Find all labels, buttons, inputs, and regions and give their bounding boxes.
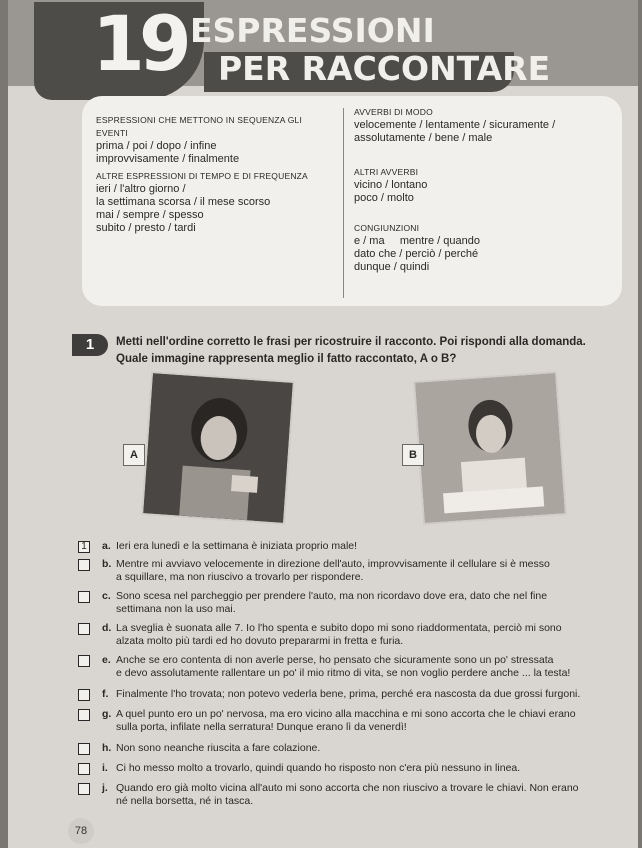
item-line: Ieri era lunedì e la settimana è iniziata proprio male! [116, 540, 358, 552]
vocab-heading: AVVERBI DI MODO [354, 107, 433, 117]
item-text [116, 708, 636, 734]
item-line: Finalmente l'ho trovata; non potevo vederla bene, prima, perché era nascosta da due grossi furgoni. [116, 688, 581, 700]
vocab-line: poco / molto [354, 192, 414, 204]
vocab-heading: ALTRE ESPRESSIONI DI TEMPO E DI FREQUENZA [96, 171, 308, 181]
chapter-title-line-1: ESPRESSIONI [190, 11, 435, 50]
item-text [116, 688, 636, 701]
vocabulary-divider [343, 108, 344, 298]
vocab-line: mai / sempre / spesso [96, 209, 204, 221]
instruction-line: Metti nell'ordine corretto le frasi per ricostruire il racconto. Poi rispondi alla domanda. [116, 336, 586, 348]
order-checkbox[interactable] [78, 559, 90, 571]
item-line: e devo assolutamente rallentare un po' il mio ritmo di vita, se non voglio perdere anche ... la testa! [116, 667, 571, 679]
textbook-page [8, 0, 638, 848]
vocab-line: la settimana scorsa / il mese scorso [96, 196, 271, 208]
item-text [116, 654, 636, 680]
item-text [116, 782, 636, 808]
item-letter: j. [102, 782, 108, 794]
vocab-group-adverbs [354, 166, 614, 205]
order-checkbox[interactable] [78, 709, 90, 721]
woman-icon [415, 373, 564, 522]
item-letter: e. [102, 654, 111, 666]
item-letter: i. [102, 762, 108, 774]
image-label-b: B [402, 444, 424, 466]
chapter-title-line-2: PER RACCONTARE [218, 49, 551, 88]
item-letter: h. [102, 742, 112, 754]
vocab-group-time [96, 170, 336, 235]
item-letter: f. [102, 688, 109, 700]
order-checkbox[interactable]: 1 [78, 541, 90, 553]
item-text [116, 762, 636, 775]
chapter-number: 19 [92, 0, 186, 88]
vocab-line: improvvisamente / finalmente [96, 153, 240, 165]
vocab-line: ieri / l'altro giorno / [96, 183, 186, 195]
item-text [116, 540, 636, 553]
order-checkbox[interactable] [78, 591, 90, 603]
vocab-group-conjunctions [354, 222, 614, 274]
item-line: La sveglia è suonata alle 7. Io l'ho spenta e subito dopo mi sono riaddormentata, perciò mi sono [116, 622, 562, 634]
page-number: 78 [68, 818, 94, 844]
chapter-tab [34, 2, 204, 100]
vocab-heading: CONGIUNZIONI [354, 223, 420, 233]
woman-icon [143, 373, 292, 522]
item-line: né nella borsetta, né in tasca. [116, 795, 254, 807]
exercise-instruction [116, 334, 596, 368]
order-checkbox[interactable] [78, 623, 90, 635]
item-line: Non sono neanche riuscita a fare colazione. [116, 742, 321, 754]
vocab-heading: ESPRESSIONI CHE METTONO IN SEQUENZA GLI EVENTI [96, 115, 303, 138]
vocab-line: assolutamente / bene / male [354, 132, 493, 144]
order-checkbox[interactable] [78, 783, 90, 795]
vocab-group-sequence [96, 114, 336, 166]
order-checkbox[interactable] [78, 763, 90, 775]
vocab-group-manner [354, 106, 614, 145]
item-letter: g. [102, 708, 112, 720]
vocab-line: velocemente / lentamente / sicuramente / [354, 119, 556, 131]
image-label-a: A [123, 444, 145, 466]
item-line: alzata molto più tardi ed ho dovuto prepararmi in fretta e furia. [116, 635, 404, 647]
vocab-line: vicino / lontano [354, 179, 428, 191]
vocab-line: prima / poi / dopo / infine [96, 140, 217, 152]
item-line: Ci ho messo molto a trovarlo, quindi quando ho risposto non c'era più nessuno in linea. [116, 762, 521, 774]
item-line: a squillare, ma non riuscivo a trovarlo per rispondere. [116, 571, 364, 583]
item-line: A quel punto ero un po' nervosa, ma ero vicino alla macchina e mi sono accorta che le chiavi erano [116, 708, 576, 720]
vocab-line: dunque / quindi [354, 261, 430, 273]
item-text [116, 558, 636, 584]
item-line: Sono scesa nel parcheggio per prendere l'auto, ma non ricordavo dove era, dato che nel fine [116, 590, 548, 602]
vocab-line: subito / presto / tardi [96, 222, 196, 234]
vocab-heading: ALTRI AVVERBI [354, 167, 419, 177]
order-checkbox[interactable] [78, 655, 90, 667]
item-text [116, 622, 636, 648]
item-letter: a. [102, 540, 111, 552]
photo-a-stressed-woman [143, 373, 292, 522]
item-letter: d. [102, 622, 112, 634]
item-line: settimana non la uso mai. [116, 603, 236, 615]
item-letter: c. [102, 590, 111, 602]
vocab-line: dato che / perciò / perché [354, 248, 479, 260]
item-line: Quando ero già molto vicina all'auto mi sono accorta che non riuscivo a trovare le chiavi. Non erano [116, 782, 579, 794]
exercise-number: 1 [72, 334, 108, 356]
item-line: sulla porta, infilate nella serratura! Dunque erano lì da venerdì! [116, 721, 407, 733]
instruction-line: Quale immagine rappresenta meglio il fatto raccontato, A o B? [116, 353, 457, 365]
item-line: Mentre mi avviavo velocemente in direzione dell'auto, improvvisamente il cellulare si è messo [116, 558, 550, 570]
vocab-line: e / ma mentre / quando [354, 235, 480, 247]
item-text [116, 742, 636, 755]
item-line: Anche se ero contenta di non averle perse, ho pensato che sicuramente sono un po' stressata [116, 654, 554, 666]
order-checkbox[interactable] [78, 743, 90, 755]
photo-b-relaxed-woman [415, 373, 564, 522]
item-letter: b. [102, 558, 112, 570]
item-text [116, 590, 636, 616]
order-checkbox[interactable] [78, 689, 90, 701]
